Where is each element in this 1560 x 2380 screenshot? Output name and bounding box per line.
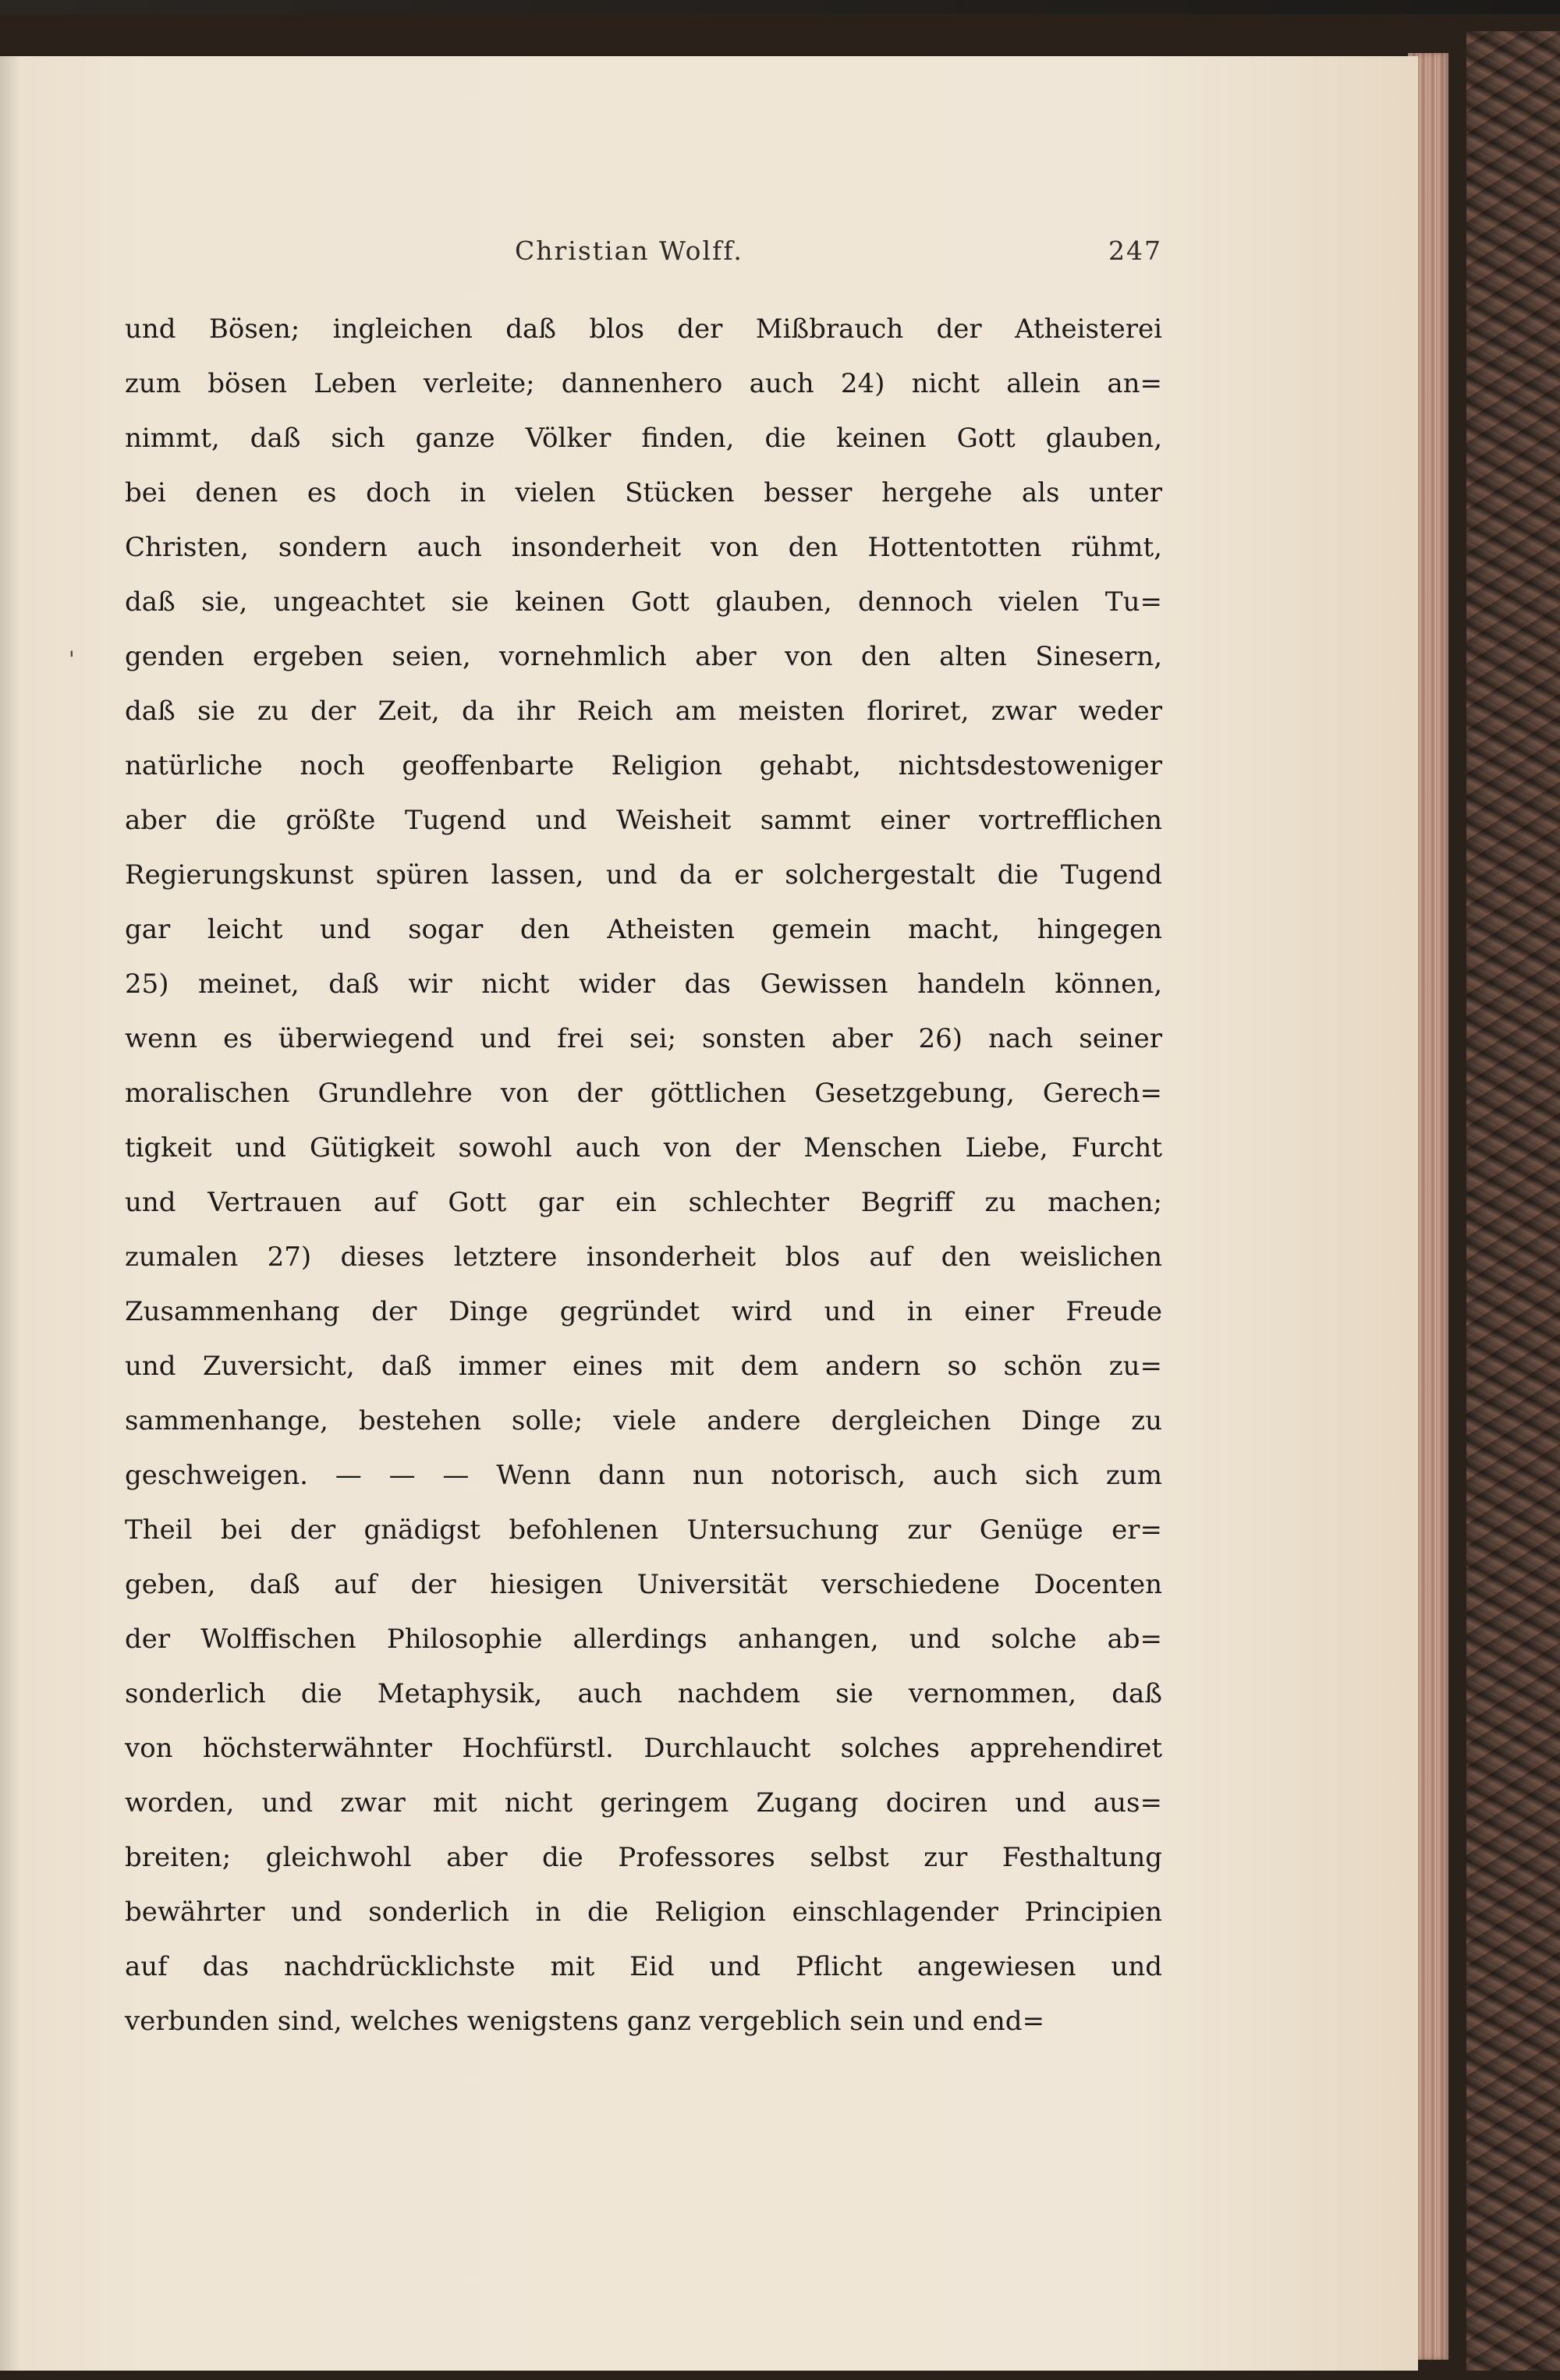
text-line-2: zum bösen Leben verleite; dannenhero auch 24) nicht allein an= [125,368,1162,399]
running-header [125,236,1162,282]
body-text [125,302,1162,2049]
text-line-13: 25) meinet, daß wir nicht wider das Gewissen handeln können, [125,969,1162,1000]
page-content [125,236,1162,2169]
text-line-21: sammenhange, bestehen solle; viele andere dergleichen Dinge zu [125,1405,1162,1436]
marbled-board-edge [1466,31,1560,2371]
text-line-4: bei denen es doch in vielen Stücken besser hergehe als unter [125,477,1162,508]
text-line-6: daß sie, ungeachtet sie keinen Gott glauben, dennoch vielen Tu= [125,586,1162,618]
text-line-18: zumalen 27) dieses letztere insonderheit blos auf den weislichen [125,1241,1162,1273]
book-page [0,56,1418,2371]
text-line-29: breiten; gleichwohl aber die Professores selbst zur Festhaltung [125,1842,1162,1873]
text-line-30: bewährter und sonderlich in die Religion einschlagender Principien [125,1897,1162,1928]
text-line-32: verbunden sind, welches wenigstens ganz vergeblich sein und end= [125,2006,1045,2037]
text-line-25: der Wolffischen Philosophie allerdings anhangen, und solche ab= [125,1624,1162,1655]
text-line-28: worden, und zwar mit nicht geringem Zugang dociren und aus= [125,1787,1162,1819]
text-line-23: Theil bei der gnädigst befohlenen Untersuchung zur Genüge er= [125,1514,1162,1546]
text-line-5: Christen, sondern auch insonderheit von den Hottentotten rühmt, [125,532,1162,563]
text-line-15: moralischen Grundlehre von der göttlichen Gesetzgebung, Gerech= [125,1078,1162,1109]
text-line-7: genden ergeben seien, vornehmlich aber von den alten Sinesern, [125,641,1162,672]
page-number: 247 [1108,236,1162,266]
text-line-17: und Vertrauen auf Gott gar ein schlechter Begriff zu machen; [125,1187,1162,1218]
text-line-8: daß sie zu der Zeit, da ihr Reich am meisten floriret, zwar weder [125,696,1162,727]
text-line-24: geben, daß auf der hiesigen Universität verschiedene Docenten [125,1569,1162,1600]
text-line-26: sonderlich die Metaphysik, auch nachdem sie vernommen, daß [125,1678,1162,1709]
text-line-27: von höchsterwähnter Hochfürstl. Durchlaucht solches apprehendiret [125,1733,1162,1764]
text-line-22: geschweigen. — — — Wenn dann nun notorisch, auch sich zum [125,1460,1162,1491]
text-line-9: natürliche noch geoffenbarte Religion gehabt, nichtsdestoweniger [125,750,1162,781]
margin-mark: ' [69,646,75,672]
text-line-16: tigkeit und Gütigkeit sowohl auch von der Menschen Liebe, Furcht [125,1132,1162,1163]
text-line-31: auf das nachdrücklichste mit Eid und Pflicht angewiesen und [125,1951,1162,1982]
text-line-10: aber die größte Tugend und Weisheit sammt einer vortrefflichen [125,805,1162,836]
text-line-3: nimmt, daß sich ganze Völker finden, die keinen Gott glauben, [125,423,1162,454]
text-line-11: Regierungskunst spüren lassen, und da er solchergestalt die Tugend [125,859,1162,891]
text-line-19: Zusammenhang der Dinge gegründet wird und in einer Freude [125,1296,1162,1327]
running-title: Christian Wolff. [515,236,743,266]
text-line-20: und Zuversicht, daß immer eines mit dem andern so schön zu= [125,1351,1162,1382]
text-line-1: und Bösen; ingleichen daß blos der Mißbrauch der Atheisterei [125,313,1162,345]
text-line-12: gar leicht und sogar den Atheisten gemein macht, hingegen [125,914,1162,945]
text-line-14: wenn es überwiegend und frei sei; sonsten aber 26) nach seiner [125,1023,1162,1054]
spine-shadow [0,56,20,2371]
